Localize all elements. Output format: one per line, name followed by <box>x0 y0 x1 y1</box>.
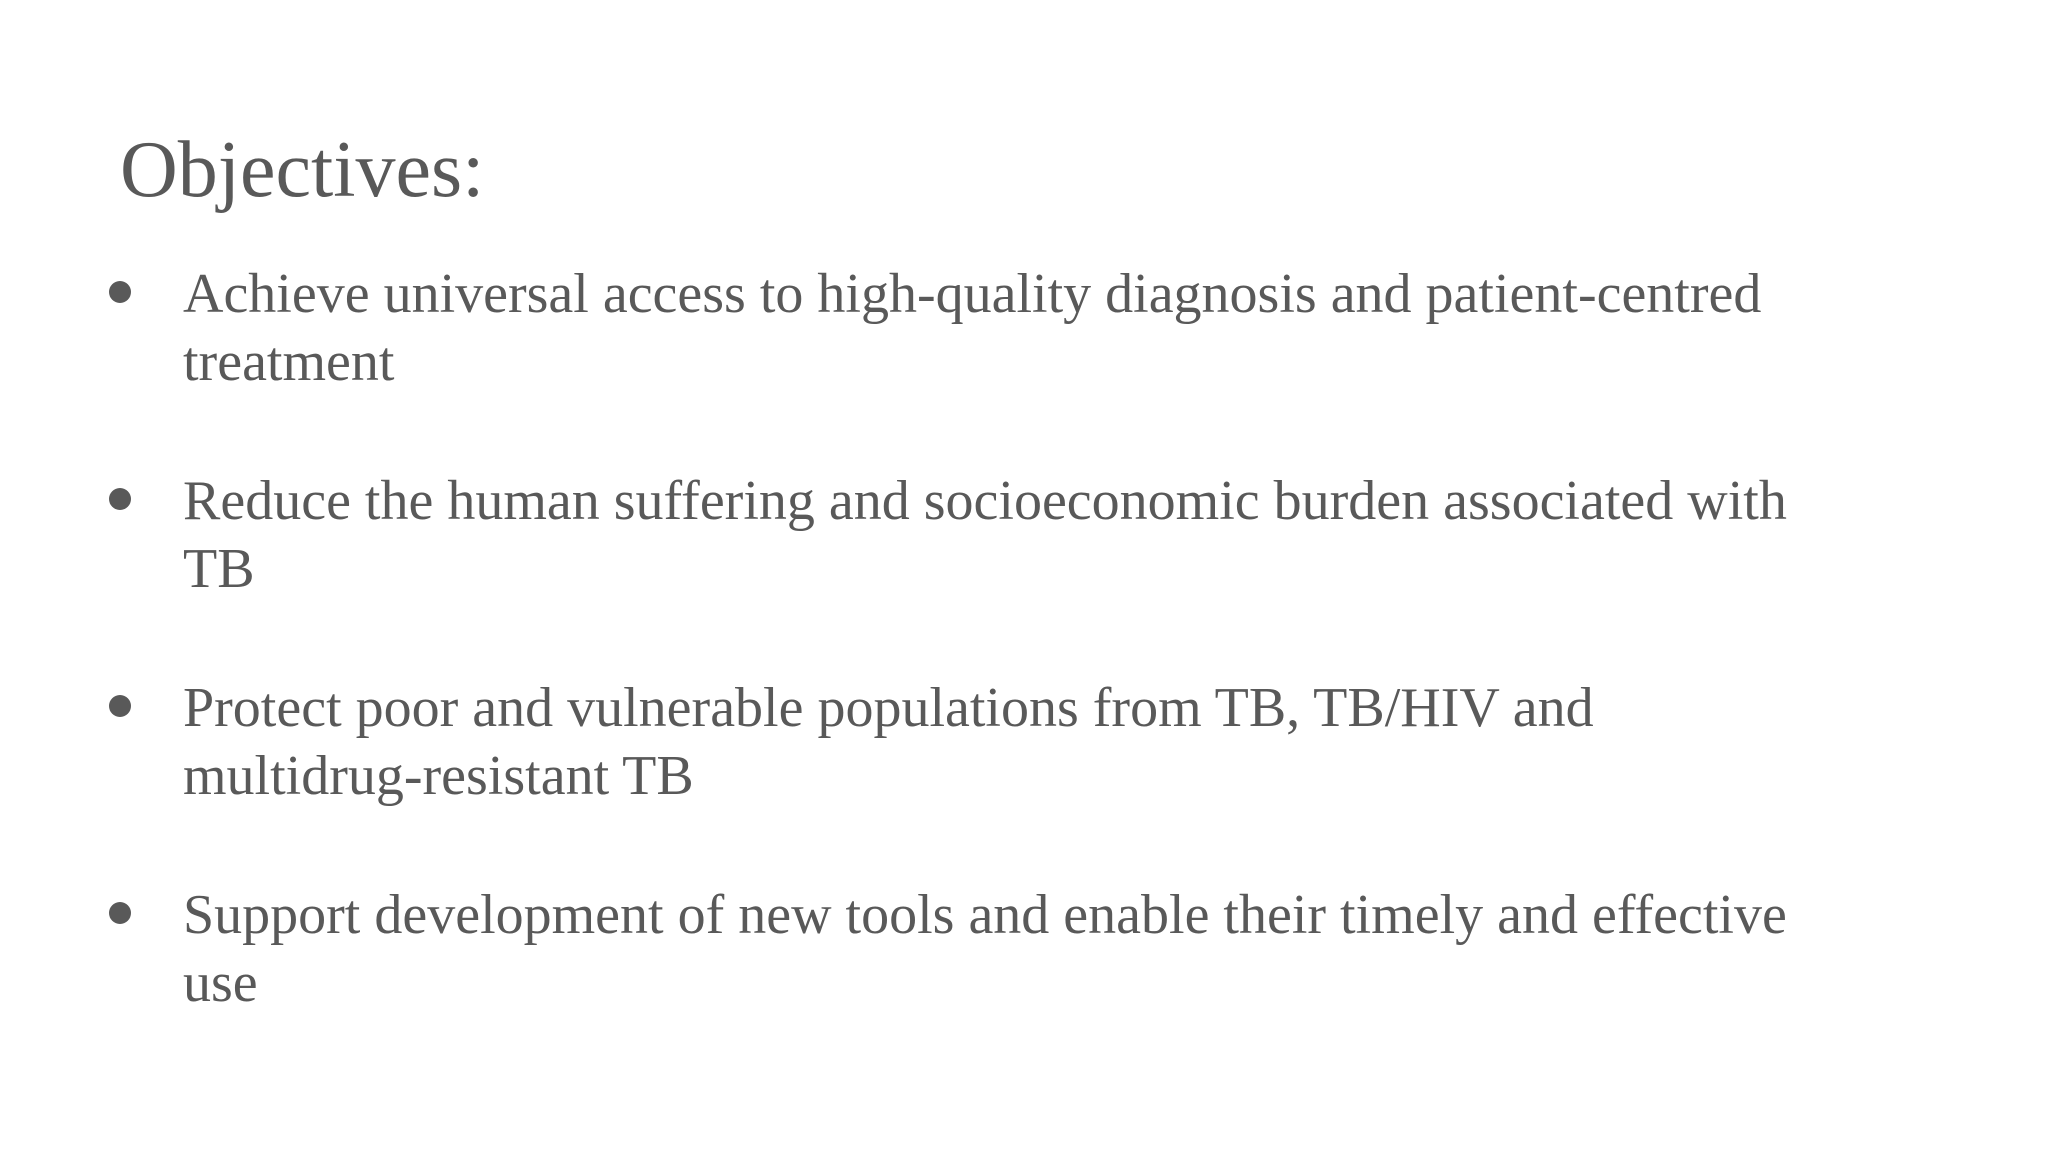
bullet-dot-icon <box>109 902 131 924</box>
bullet-text: Protect poor and vulnerable populations from TB, TB/HIV and multidrug-resistant TB <box>183 677 1594 807</box>
bullet-dot-icon <box>109 488 131 510</box>
bullet-text: Support development of new tools and enable their timely and effective use <box>183 884 1787 1014</box>
bullet-text: Achieve universal access to high-quality diagnosis and patient-centred treatment <box>183 263 1762 393</box>
slide-title: Objectives: <box>120 126 485 214</box>
bullet-text: Reduce the human suffering and socioeconomic burden associated with TB <box>183 470 1787 600</box>
bullet-dot-icon <box>109 281 131 303</box>
bullet-dot-icon <box>109 695 131 717</box>
